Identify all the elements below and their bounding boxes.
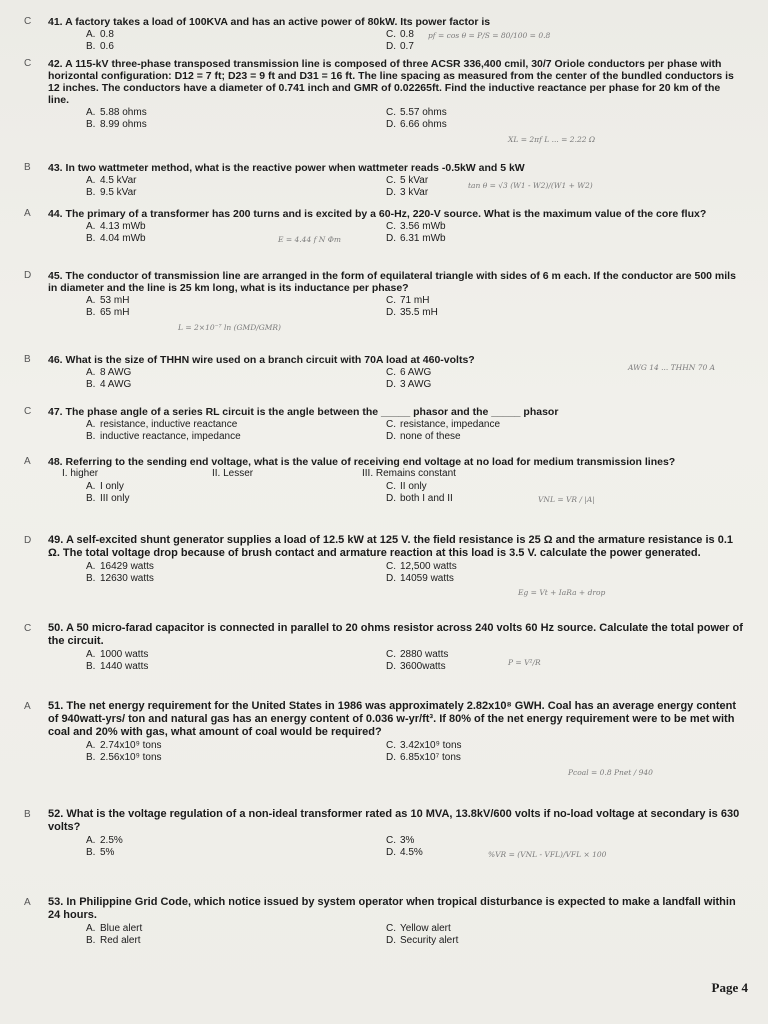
option-d: D. 3600watts	[386, 661, 446, 672]
question-number: 45.	[48, 270, 63, 282]
option-a: A. 2.5%	[86, 835, 123, 846]
option-d: D. none of these	[386, 431, 461, 442]
handwritten-note: pf = cos θ = P/S = 80/100 = 0.8	[428, 31, 551, 40]
choice-i: I. higher	[62, 468, 99, 479]
question-number: 46.	[48, 354, 63, 366]
option-b: B. 0.6	[86, 41, 114, 52]
option-c: C. 3.42x10⁹ tons	[386, 740, 462, 751]
question-47	[24, 406, 743, 443]
handwritten-note: VNL = VR / |A|	[538, 495, 595, 504]
option-a: A. 0.8	[86, 29, 114, 40]
question-text: The conductor of transmission line are arranged in the form of equilateral triangle with sides of 6 m each. If the conductor are 500 mils in diameter and the line is 25 km long, what is its inductance per phase?	[48, 270, 736, 294]
option-d: D. 0.7	[386, 41, 414, 52]
question-46	[24, 354, 743, 391]
option-b: B. 2.56x10⁹ tons	[86, 752, 162, 763]
option-d: D. 35.5 mH	[386, 307, 438, 318]
question-text: A self-excited shunt generator supplies a load of 12.5 kW at 125 V. the field resistance is 25 Ω and the armature resistance is 0.1 Ω. The total voltage drop because of brush contact and armature reaction at this load is 3.5 V. calculate the power generated.	[48, 534, 733, 559]
option-c: C. 2880 watts	[386, 649, 449, 660]
option-c: C. resistance, impedance	[386, 419, 501, 430]
option-a: A. Blue alert	[86, 923, 143, 934]
option-a: A. 16429 watts	[86, 561, 154, 572]
option-b: B. III only	[86, 493, 130, 504]
answer-mark: B	[24, 354, 31, 365]
question-48	[24, 456, 743, 505]
option-d: D. 6.85x10⁷ tons	[386, 752, 461, 763]
option-b: B. 4 AWG	[86, 379, 132, 390]
answer-mark: A	[24, 456, 31, 467]
question-number: 42.	[48, 58, 63, 70]
option-b: B. Red alert	[86, 935, 141, 946]
answer-mark: C	[24, 623, 32, 634]
answer-mark: C	[24, 58, 32, 69]
option-b: B. 8.99 ohms	[86, 119, 147, 130]
question-number: 53.	[48, 896, 64, 908]
option-c: C. Yellow alert	[386, 923, 451, 934]
answer-mark: C	[24, 406, 32, 417]
choice-iii: III. Remains constant	[362, 468, 456, 479]
question-text: What is the voltage regulation of a non-ideal transformer rated as 10 MVA, 13.8kV/600 volts if no-load voltage at secondary is 630 volts?	[48, 808, 740, 833]
option-b: B. 65 mH	[86, 307, 130, 318]
question-number: 43.	[48, 162, 63, 174]
roman-choices	[28, 468, 743, 480]
option-c: C. 3.56 mWb	[386, 221, 446, 232]
option-c: C. 12,500 watts	[386, 561, 457, 572]
option-b: B. 12630 watts	[86, 573, 154, 584]
answer-mark: A	[24, 897, 31, 908]
answer-mark: A	[24, 208, 31, 219]
option-c: C. 5 kVar	[386, 175, 429, 186]
answer-mark: D	[24, 270, 32, 281]
question-53	[24, 896, 743, 947]
question-text: The primary of a transformer has 200 turns and is excited by a 60-Hz, 220-V source. What is the maximum value of the core flux?	[65, 208, 707, 220]
question-number: 44.	[48, 208, 63, 220]
option-d: D. 4.5%	[386, 847, 423, 858]
question-text: A factory takes a load of 100KVA and has an active power of 80kW. Its power factor is	[65, 16, 491, 28]
option-d: D. both I and II	[386, 493, 453, 504]
handwritten-note: P = V²/R	[508, 658, 541, 667]
option-d: D. Security alert	[386, 935, 459, 946]
answer-mark: D	[24, 535, 32, 546]
handwritten-note: E = 4.44 f N Φm	[278, 235, 341, 244]
question-45	[24, 270, 743, 332]
question-number: 47.	[48, 406, 63, 418]
option-b: B. inductive reactance, impedance	[86, 431, 241, 442]
option-c: C. 6 AWG	[386, 367, 432, 378]
question-51	[24, 700, 743, 777]
question-number: 51.	[48, 700, 64, 712]
page-number: Page 4	[711, 980, 748, 995]
option-a: A. 8 AWG	[86, 367, 132, 378]
answer-mark: B	[24, 809, 31, 820]
question-43	[24, 162, 743, 199]
option-c: C. 3%	[386, 835, 415, 846]
handwritten-note: AWG 14 ... THHN 70 A	[628, 363, 716, 372]
option-c: C. 5.57 ohms	[386, 107, 447, 118]
question-41	[24, 16, 743, 53]
question-text: A 50 micro-farad capacitor is connected in parallel to 20 ohms resistor across 240 volts 60 Hz source. Calculate the total power of the circuit.	[48, 622, 743, 647]
question-52	[24, 808, 743, 859]
answer-mark: C	[24, 16, 32, 27]
option-d: D. 14059 watts	[386, 573, 454, 584]
handwritten-note: L = 2×10⁻⁷ ln (GMD/GMR)	[178, 323, 281, 332]
option-b: B. 9.5 kVar	[86, 187, 137, 198]
option-a: A. resistance, inductive reactance	[86, 419, 238, 430]
option-c: C. 0.8	[386, 29, 414, 40]
question-49	[24, 534, 743, 597]
answer-mark: A	[24, 701, 31, 712]
option-a: A. 5.88 ohms	[86, 107, 147, 118]
question-text: Referring to the sending end voltage, what is the value of receiving end voltage at no load for medium transmission lines?	[65, 456, 676, 468]
handwritten-note: tan θ = √3 (W1 - W2)/(W1 + W2)	[468, 181, 593, 190]
question-number: 49.	[48, 534, 64, 546]
option-b: B. 1440 watts	[86, 661, 149, 672]
question-text: The net energy requirement for the United States in 1986 was approximately 2.82x10⁸ GWH. Coal has an average energy content of 940watt-yrs/ ton and natural gas has an energy content of 0.036 w-yr/ft³. If 80% of the net energy requirement were to be met with coal and 20% with gas, what amount of coal would be required?	[48, 700, 737, 738]
question-text: In two wattmeter method, what is the reactive power when wattmeter reads -0.5kW and 5 kW	[65, 162, 525, 174]
handwritten-note: %VR = (VNL - VFL)/VFL × 100	[488, 850, 607, 859]
option-b: B. 4.04 mWb	[86, 233, 146, 244]
option-d: D. 3 AWG	[386, 379, 432, 390]
question-50	[24, 622, 743, 673]
question-text: The phase angle of a series RL circuit is the angle between the _____ phasor and the _____ phasor	[65, 406, 559, 418]
answer-mark: B	[24, 162, 31, 173]
option-a: A. I only	[86, 481, 124, 492]
option-d: D. 6.66 ohms	[386, 119, 447, 130]
option-d: D. 3 kVar	[386, 187, 429, 198]
option-a: A. 4.13 mWb	[86, 221, 146, 232]
option-a: A. 4.5 kVar	[86, 175, 137, 186]
question-text: What is the size of THHN wire used on a branch circuit with 70A load at 460-volts?	[65, 354, 475, 366]
handwritten-note: Eg = Vt + IaRa + drop	[518, 588, 606, 597]
question-number: 48.	[48, 456, 63, 468]
option-a: A. 53 mH	[86, 295, 130, 306]
question-44	[24, 208, 743, 245]
option-a: A. 2.74x10⁹ tons	[86, 740, 162, 751]
option-b: B. 5%	[86, 847, 115, 858]
question-number: 41.	[48, 16, 63, 28]
question-number: 52.	[48, 808, 64, 820]
question-number: 50.	[48, 622, 64, 634]
question-42	[24, 58, 743, 144]
option-d: D. 6.31 mWb	[386, 233, 446, 244]
option-a: A. 1000 watts	[86, 649, 149, 660]
choice-ii: II. Lesser	[212, 468, 254, 479]
option-c: C. 71 mH	[386, 295, 430, 306]
handwritten-note: XL = 2πf L ... = 2.22 Ω	[508, 135, 596, 144]
handwritten-note: Pcoal = 0.8 Pnet / 940	[568, 768, 653, 777]
question-text: A 115-kV three-phase transposed transmission line is composed of three ACSR 336,400 cmil, 30/7 Oriole conductors per phase with horizontal configuration: D12 = 7 ft; D23 = 9 ft and D31 = 16 ft. The line spacing as measured from the center of the bundled conductors is 12 inches. The conductors have a diameter of 0.741 inch and GMR of 0.02265ft. Find the inductive reactance per phase for 20 km of the line.	[48, 58, 734, 106]
option-c: C. II only	[386, 481, 427, 492]
question-text: In Philippine Grid Code, which notice issued by system operator when tropical disturbance is expected to make a landfall within 24 hours.	[48, 896, 736, 921]
